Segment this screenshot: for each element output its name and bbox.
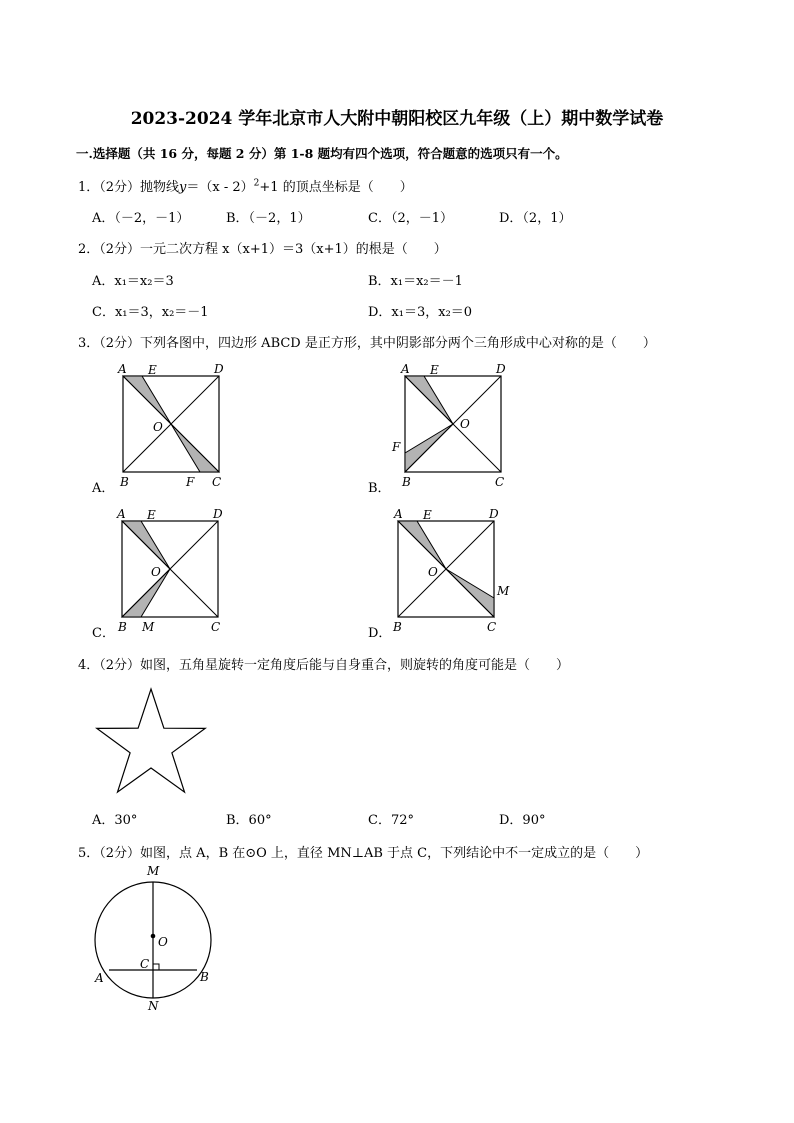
q3-figure-a bbox=[110, 358, 230, 493]
label-a: A bbox=[117, 507, 126, 521]
label-o: O bbox=[151, 565, 161, 579]
q4-option-d: D．90° bbox=[499, 813, 546, 828]
q2-option-a: A．x₁＝x₂＝3 bbox=[92, 274, 174, 289]
label-c: C bbox=[212, 475, 222, 489]
label-b: B bbox=[393, 620, 402, 634]
label-e: E bbox=[147, 508, 156, 522]
label-c: C bbox=[487, 620, 497, 634]
q1-equation-mid: ＝（x - 2） bbox=[186, 180, 254, 195]
label-m: M bbox=[497, 584, 510, 598]
q2-option-b: B．x₁＝x₂＝－1 bbox=[368, 274, 463, 289]
label-a: A bbox=[118, 362, 127, 376]
label-m: M bbox=[147, 864, 160, 878]
q4-option-c: C．72° bbox=[368, 813, 414, 828]
q3-figure-c bbox=[110, 503, 230, 638]
center-point bbox=[151, 934, 156, 939]
q4-option-a: A．30° bbox=[92, 813, 138, 828]
label-f: F bbox=[186, 475, 195, 489]
label-c: C bbox=[495, 475, 505, 489]
q3-option-a-letter: A． bbox=[92, 481, 115, 496]
label-o: O bbox=[460, 417, 470, 431]
q3-option-c-letter: C． bbox=[92, 626, 115, 641]
label-e: E bbox=[430, 363, 439, 377]
label-b: B bbox=[200, 970, 209, 984]
right-angle-mark bbox=[153, 964, 159, 970]
question-2: 2．（2分）一元二次方程 x（x+1）＝3（x+1）的根是（ ） bbox=[78, 242, 447, 257]
label-e: E bbox=[423, 508, 432, 522]
q2-option-c: C．x₁＝3，x₂＝－1 bbox=[92, 305, 209, 320]
q1-equation-end: +1 的顶点坐标是（ ） bbox=[259, 180, 413, 195]
q3-option-d-letter: D． bbox=[368, 626, 392, 641]
q3-figure-d bbox=[388, 503, 518, 638]
q1-option-c: C．（2，－1） bbox=[368, 211, 453, 226]
q1-option-a: A．（－2，－1） bbox=[92, 211, 190, 226]
label-f: F bbox=[392, 440, 401, 454]
label-o: O bbox=[158, 935, 168, 949]
label-d: D bbox=[214, 362, 224, 376]
label-a: A bbox=[401, 362, 410, 376]
label-d: D bbox=[489, 507, 499, 521]
q1-var-y: y bbox=[179, 180, 187, 195]
q1-option-d: D．（2，1） bbox=[499, 211, 572, 226]
label-e: E bbox=[148, 363, 157, 377]
label-d: D bbox=[496, 362, 506, 376]
question-3: 3．（2分）下列各图中，四边形 ABCD 是正方形，其中阴影部分两个三角形成中心对称的是（ ） bbox=[78, 336, 656, 351]
star-figure bbox=[92, 682, 212, 798]
label-n: N bbox=[148, 999, 159, 1013]
q1-exponent: 2 bbox=[253, 178, 260, 189]
question-1 bbox=[78, 176, 413, 195]
label-b: B bbox=[120, 475, 129, 489]
question-5: 5．（2分）如图，点 A，B 在⊙O 上，直径 MN⊥AB 于点 C，下列结论中不一定成立的是（ ） bbox=[78, 846, 649, 861]
label-o: O bbox=[428, 565, 438, 579]
q2-option-d: D．x₁＝3，x₂＝0 bbox=[368, 305, 473, 320]
label-c: C bbox=[211, 620, 221, 634]
label-m: M bbox=[142, 620, 155, 634]
label-d: D bbox=[213, 507, 223, 521]
circle-figure bbox=[88, 860, 223, 1015]
label-b: B bbox=[118, 620, 127, 634]
q4-option-b: B．60° bbox=[226, 813, 272, 828]
question-4: 4．（2分）如图，五角星旋转一定角度后能与自身重合，则旋转的角度可能是（ ） bbox=[78, 658, 570, 673]
q1-option-b: B．（－2，1） bbox=[226, 211, 311, 226]
label-a: A bbox=[394, 507, 403, 521]
five-pointed-star bbox=[97, 689, 205, 792]
label-b: B bbox=[402, 475, 411, 489]
q1-prefix: 1．（2分）抛物线 bbox=[78, 180, 180, 195]
q3-figure-b bbox=[388, 358, 513, 493]
page-title: 2023-2024 学年北京市人大附中朝阳校区九年级（上）期中数学试卷 bbox=[130, 109, 664, 129]
label-a: A bbox=[95, 971, 104, 985]
q3-option-b-letter: B． bbox=[368, 481, 391, 496]
label-o: O bbox=[153, 420, 163, 434]
label-c: C bbox=[140, 957, 150, 971]
section-heading: 一.选择题（共 16 分，每题 2 分）第 1-8 题均有四个选项，符合题意的选项只有一个。 bbox=[76, 146, 568, 161]
